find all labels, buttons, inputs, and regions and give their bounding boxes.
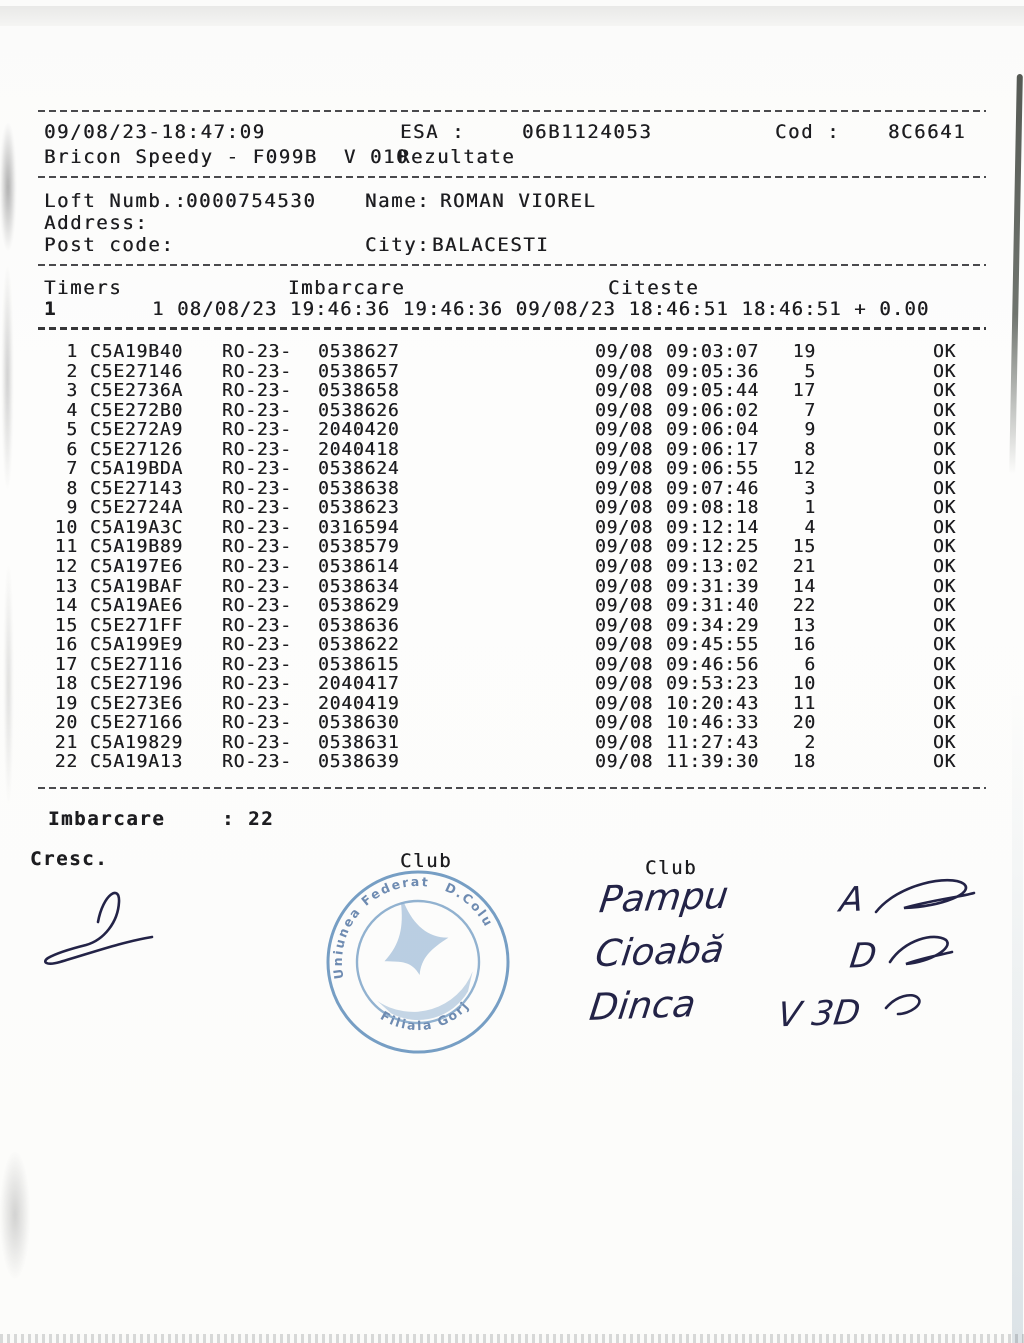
rank-cell: 8 — [66, 477, 78, 499]
ring-number-cell: 0538629 — [318, 595, 400, 617]
basket-order-cell: 7 — [804, 399, 816, 421]
basket-order-cell: 18 — [792, 751, 816, 773]
basket-order-cell: 20 — [792, 712, 816, 734]
rank-cell: 1 — [66, 341, 78, 362]
ring-number-cell: 2040418 — [318, 438, 400, 460]
rank-cell: 2 — [66, 360, 78, 382]
rank-cell: 22 — [54, 751, 78, 773]
country-series-cell: RO-23- — [222, 595, 292, 617]
rank-cell: 18 — [54, 673, 78, 695]
club-label-2: Club — [645, 857, 698, 879]
arrival-time-cell: 09:06:02 — [666, 399, 760, 421]
basket-order-cell: 14 — [792, 575, 816, 597]
ring-number-cell: 0538579 — [318, 536, 400, 558]
arrival-date-cell: 09/08 — [595, 341, 654, 362]
basket-order-cell: 9 — [804, 419, 816, 441]
arrival-time-cell: 09:06:17 — [666, 438, 760, 460]
city-label: City: — [365, 234, 431, 256]
country-series-cell: RO-23- — [222, 751, 292, 773]
club-label-1: Club — [400, 850, 453, 872]
status-cell: OK — [933, 556, 957, 578]
status-cell: OK — [933, 731, 957, 753]
arrival-time-cell: 09:31:40 — [666, 595, 760, 617]
chip-ring-cell: C5A19829 — [90, 731, 184, 753]
arrival-time-cell: 09:05:44 — [666, 380, 760, 402]
handwritten-initial-2: D — [847, 935, 879, 977]
handwritten-initial-3: V 3D — [775, 992, 863, 1036]
status-cell: OK — [933, 653, 957, 675]
arrival-time-cell: 10:20:43 — [666, 692, 760, 714]
ring-number-cell: 0316594 — [318, 516, 400, 538]
ring-number-cell: 0538639 — [318, 751, 400, 773]
basket-order-cell: 8 — [804, 438, 816, 460]
chip-ring-cell: C5A19A13 — [90, 751, 184, 773]
arrival-time-cell: 09:05:36 — [666, 360, 760, 382]
arrival-date-cell: 09/08 — [595, 595, 654, 617]
timer-detail: 1 08/08/23 19:46:36 19:46:36 09/08/23 18:46:51 18:46:51 + 0.00 — [152, 298, 930, 320]
ring-number-cell: 0538636 — [318, 614, 400, 636]
arrival-time-cell: 09:13:02 — [666, 556, 760, 578]
chip-ring-cell: C5A199E9 — [90, 634, 184, 656]
status-cell: OK — [933, 360, 957, 382]
arrival-time-cell: 11:27:43 — [666, 731, 760, 753]
ring-number-cell: 0538624 — [318, 458, 400, 480]
status-cell: OK — [933, 419, 957, 441]
rank-cell: 3 — [66, 380, 78, 402]
result-row — [0, 400, 1024, 420]
rank-cell: 20 — [54, 712, 78, 734]
ring-number-cell: 0538623 — [318, 497, 400, 519]
ring-number-cell: 0538626 — [318, 399, 400, 421]
arrival-time-cell: 09:31:39 — [666, 575, 760, 597]
basket-order-cell: 5 — [804, 360, 816, 382]
arrival-date-cell: 09/08 — [595, 458, 654, 480]
result-row — [0, 361, 1024, 381]
arrival-date-cell: 09/08 — [595, 575, 654, 597]
timers-label: Timers — [44, 277, 123, 299]
country-series-cell: RO-23- — [222, 438, 292, 460]
handwritten-initial-1: A — [837, 879, 866, 921]
rank-cell: 11 — [54, 536, 78, 558]
name-value: ROMAN VIOREL — [440, 190, 597, 212]
flourish-3 — [886, 995, 919, 1014]
rank-cell: 6 — [66, 438, 78, 460]
status-cell: OK — [933, 438, 957, 460]
chip-ring-cell: C5A19B40 — [90, 341, 184, 362]
postcode-label: Post code: — [44, 234, 175, 256]
chip-ring-cell: C5E271FF — [90, 614, 184, 636]
dashed-separator — [38, 327, 986, 330]
address-label: Address: — [44, 212, 149, 234]
arrival-date-cell: 09/08 — [595, 419, 654, 441]
country-series-cell: RO-23- — [222, 731, 292, 753]
cod-value: 8C6641 — [888, 121, 967, 143]
ring-number-cell: 0538658 — [318, 380, 400, 402]
basket-order-cell: 4 — [804, 516, 816, 538]
arrival-time-cell: 09:34:29 — [666, 614, 760, 636]
ring-number-cell: 0538631 — [318, 731, 400, 753]
ring-number-cell: 0538630 — [318, 712, 400, 734]
basket-order-cell: 22 — [792, 595, 816, 617]
arrival-date-cell: 09/08 — [595, 653, 654, 675]
result-row — [0, 576, 1024, 596]
rank-cell: 14 — [54, 595, 78, 617]
chip-ring-cell: C5E27126 — [90, 438, 184, 460]
arrival-time-cell: 09:12:14 — [666, 516, 760, 538]
result-row — [0, 380, 1024, 400]
result-row — [0, 615, 1024, 635]
result-row — [0, 634, 1024, 654]
arrival-time-cell: 09:03:07 — [666, 341, 760, 362]
result-row — [0, 517, 1024, 537]
ring-number-cell: 2040417 — [318, 673, 400, 695]
result-row — [0, 712, 1024, 732]
timer-number: 1 — [44, 298, 58, 320]
status-cell: OK — [933, 516, 957, 538]
status-cell: OK — [933, 614, 957, 636]
ring-number-cell: 0538627 — [318, 341, 400, 362]
rank-cell: 4 — [66, 399, 78, 421]
report-title: Rezultate — [398, 146, 516, 168]
country-series-cell: RO-23- — [222, 614, 292, 636]
chip-ring-cell: C5E2724A — [90, 497, 184, 519]
ring-number-cell: 0538638 — [318, 477, 400, 499]
chip-ring-cell: C5E27166 — [90, 712, 184, 734]
result-row — [0, 673, 1024, 693]
status-cell: OK — [933, 536, 957, 558]
rank-cell: 10 — [54, 516, 78, 538]
rank-cell: 16 — [54, 634, 78, 656]
ring-number-cell: 0538634 — [318, 575, 400, 597]
name-label: Name: — [365, 190, 431, 212]
basket-order-cell: 6 — [804, 653, 816, 675]
status-cell: OK — [933, 751, 957, 773]
imbarcare-total-label: Imbarcare — [48, 808, 166, 830]
rank-cell: 7 — [66, 458, 78, 480]
arrival-time-cell: 09:53:23 — [666, 673, 760, 695]
arrival-time-cell: 09:06:04 — [666, 419, 760, 441]
arrival-time-cell: 09:45:55 — [666, 634, 760, 656]
basket-order-cell: 2 — [804, 731, 816, 753]
basket-order-cell: 13 — [792, 614, 816, 636]
chip-ring-cell: C5A19A3C — [90, 516, 184, 538]
country-series-cell: RO-23- — [222, 458, 292, 480]
ring-number-cell: 0538657 — [318, 360, 400, 382]
basket-order-cell: 21 — [792, 556, 816, 578]
basket-order-cell: 17 — [792, 380, 816, 402]
scan-noise-top — [0, 6, 1024, 26]
stamp-arc-text-left: Uniunea Federat — [329, 873, 431, 981]
country-series-cell: RO-23- — [222, 516, 292, 538]
arrival-date-cell: 09/08 — [595, 556, 654, 578]
status-cell: OK — [933, 399, 957, 421]
result-row — [0, 751, 1024, 771]
basket-order-cell: 11 — [792, 692, 816, 714]
result-row — [0, 341, 1024, 361]
arrival-time-cell: 09:06:55 — [666, 458, 760, 480]
country-series-cell: RO-23- — [222, 575, 292, 597]
country-series-cell: RO-23- — [222, 692, 292, 714]
basket-order-cell: 19 — [792, 341, 816, 362]
chip-ring-cell: C5A197E6 — [90, 556, 184, 578]
arrival-date-cell: 09/08 — [595, 380, 654, 402]
country-series-cell: RO-23- — [222, 497, 292, 519]
status-cell: OK — [933, 497, 957, 519]
status-cell: OK — [933, 458, 957, 480]
result-row — [0, 693, 1024, 713]
chip-ring-cell: C5E272B0 — [90, 399, 184, 421]
esa-label: ESA : — [400, 121, 466, 143]
rank-cell: 15 — [54, 614, 78, 636]
result-row — [0, 556, 1024, 576]
rank-cell: 12 — [54, 556, 78, 578]
results-table — [0, 341, 1024, 771]
dashed-separator — [38, 176, 986, 178]
result-row — [0, 419, 1024, 439]
result-row — [0, 595, 1024, 615]
arrival-time-cell: 09:12:25 — [666, 536, 760, 558]
chip-ring-cell: C5E273E6 — [90, 692, 184, 714]
arrival-date-cell: 09/08 — [595, 399, 654, 421]
result-row — [0, 654, 1024, 674]
arrival-date-cell: 09/08 — [595, 477, 654, 499]
rank-cell: 13 — [54, 575, 78, 597]
flourish-2 — [890, 937, 952, 964]
result-row — [0, 536, 1024, 556]
loft-number-label: Loft Numb.: — [44, 190, 188, 212]
chip-ring-cell: C5E272A9 — [90, 419, 184, 441]
dashed-separator — [38, 110, 986, 112]
chip-ring-cell: C5E27116 — [90, 653, 184, 675]
status-cell: OK — [933, 575, 957, 597]
country-series-cell: RO-23- — [222, 341, 292, 362]
arrival-date-cell: 09/08 — [595, 692, 654, 714]
chip-ring-cell: C5E2736A — [90, 380, 184, 402]
ring-number-cell: 2040420 — [318, 419, 400, 441]
rank-cell: 5 — [66, 419, 78, 441]
handwritten-name-3: Dinca — [587, 982, 699, 1029]
country-series-cell: RO-23- — [222, 399, 292, 421]
ring-number-cell: 2040419 — [318, 692, 400, 714]
result-row — [0, 458, 1024, 478]
country-series-cell: RO-23- — [222, 653, 292, 675]
country-series-cell: RO-23- — [222, 712, 292, 734]
ring-number-cell: 0538615 — [318, 653, 400, 675]
ring-number-cell: 0538622 — [318, 634, 400, 656]
device-line: Bricon Speedy - F099B V 010 — [44, 146, 410, 168]
chip-ring-cell: C5A19BDA — [90, 458, 184, 480]
chip-ring-cell: C5E27143 — [90, 477, 184, 499]
chip-ring-cell: C5E27146 — [90, 360, 184, 382]
dashed-separator — [38, 264, 986, 266]
imbarcare-total-value: : 22 — [222, 808, 275, 830]
timers-imbarcare-label: Imbarcare — [288, 277, 406, 299]
svg-text:Uniunea Federat — [309, 867, 451, 982]
rank-cell: 17 — [54, 653, 78, 675]
basket-order-cell: 12 — [792, 458, 816, 480]
arrival-time-cell: 09:07:46 — [666, 477, 760, 499]
country-series-cell: RO-23- — [222, 673, 292, 695]
arrival-date-cell: 09/08 — [595, 536, 654, 558]
country-series-cell: RO-23- — [222, 556, 292, 578]
dashed-separator — [38, 787, 986, 789]
loft-number-value: 0000754530 — [186, 190, 317, 212]
esa-value: 06B1124053 — [522, 121, 653, 143]
chip-ring-cell: C5A19BAF — [90, 575, 184, 597]
basket-order-cell: 1 — [804, 497, 816, 519]
status-cell: OK — [933, 712, 957, 734]
status-cell: OK — [933, 634, 957, 656]
arrival-date-cell: 09/08 — [595, 360, 654, 382]
arrival-time-cell: 11:39:30 — [666, 751, 760, 773]
arrival-time-cell: 10:46:33 — [666, 712, 760, 734]
arrival-date-cell: 09/08 — [595, 614, 654, 636]
arrival-date-cell: 09/08 — [595, 516, 654, 538]
ring-number-cell: 0538614 — [318, 556, 400, 578]
timers-citeste-label: Citeste — [608, 277, 700, 299]
result-row — [0, 732, 1024, 752]
scan-smudge — [0, 1150, 30, 1280]
basket-order-cell: 3 — [804, 477, 816, 499]
handwritten-name-2: Cioabă — [593, 927, 727, 976]
stamp-arc-text-right: D.Colu — [442, 879, 497, 931]
stamp-arc-text-bottom: Filiala Gorj — [377, 997, 473, 1034]
arrival-date-cell: 09/08 — [595, 497, 654, 519]
cod-label: Cod : — [775, 121, 841, 143]
basket-order-cell: 10 — [792, 673, 816, 695]
cresc-label: Cresc. — [30, 848, 109, 870]
status-cell: OK — [933, 341, 957, 362]
arrival-time-cell: 09:46:56 — [666, 653, 760, 675]
rank-cell: 21 — [54, 731, 78, 753]
basket-order-cell: 16 — [792, 634, 816, 656]
chip-ring-cell: C5E27196 — [90, 673, 184, 695]
chip-ring-cell: C5A19AE6 — [90, 595, 184, 617]
status-cell: OK — [933, 692, 957, 714]
scan-smudge — [0, 122, 16, 252]
arrival-date-cell: 09/08 — [595, 673, 654, 695]
arrival-date-cell: 09/08 — [595, 712, 654, 734]
rank-cell: 9 — [66, 497, 78, 519]
country-series-cell: RO-23- — [222, 477, 292, 499]
country-series-cell: RO-23- — [222, 536, 292, 558]
country-series-cell: RO-23- — [222, 419, 292, 441]
country-series-cell: RO-23- — [222, 380, 292, 402]
status-cell: OK — [933, 477, 957, 499]
basket-order-cell: 15 — [792, 536, 816, 558]
chip-ring-cell: C5A19B89 — [90, 536, 184, 558]
status-cell: OK — [933, 673, 957, 695]
scan-noise-bottom — [0, 1334, 1024, 1343]
arrival-date-cell: 09/08 — [595, 438, 654, 460]
city-value: BALACESTI — [432, 234, 550, 256]
result-row — [0, 439, 1024, 459]
arrival-time-cell: 09:08:18 — [666, 497, 760, 519]
flourish-1 — [876, 880, 974, 912]
rank-cell: 19 — [54, 692, 78, 714]
arrival-date-cell: 09/08 — [595, 634, 654, 656]
cresc-signature — [45, 893, 152, 964]
result-row — [0, 478, 1024, 498]
status-cell: OK — [933, 380, 957, 402]
print-datetime: 09/08/23-18:47:09 — [44, 121, 266, 143]
status-cell: OK — [933, 595, 957, 617]
arrival-date-cell: 09/08 — [595, 731, 654, 753]
country-series-cell: RO-23- — [222, 634, 292, 656]
arrival-date-cell: 09/08 — [595, 751, 654, 773]
handwritten-name-1: Pampu — [597, 873, 731, 922]
result-row — [0, 497, 1024, 517]
country-series-cell: RO-23- — [222, 360, 292, 382]
